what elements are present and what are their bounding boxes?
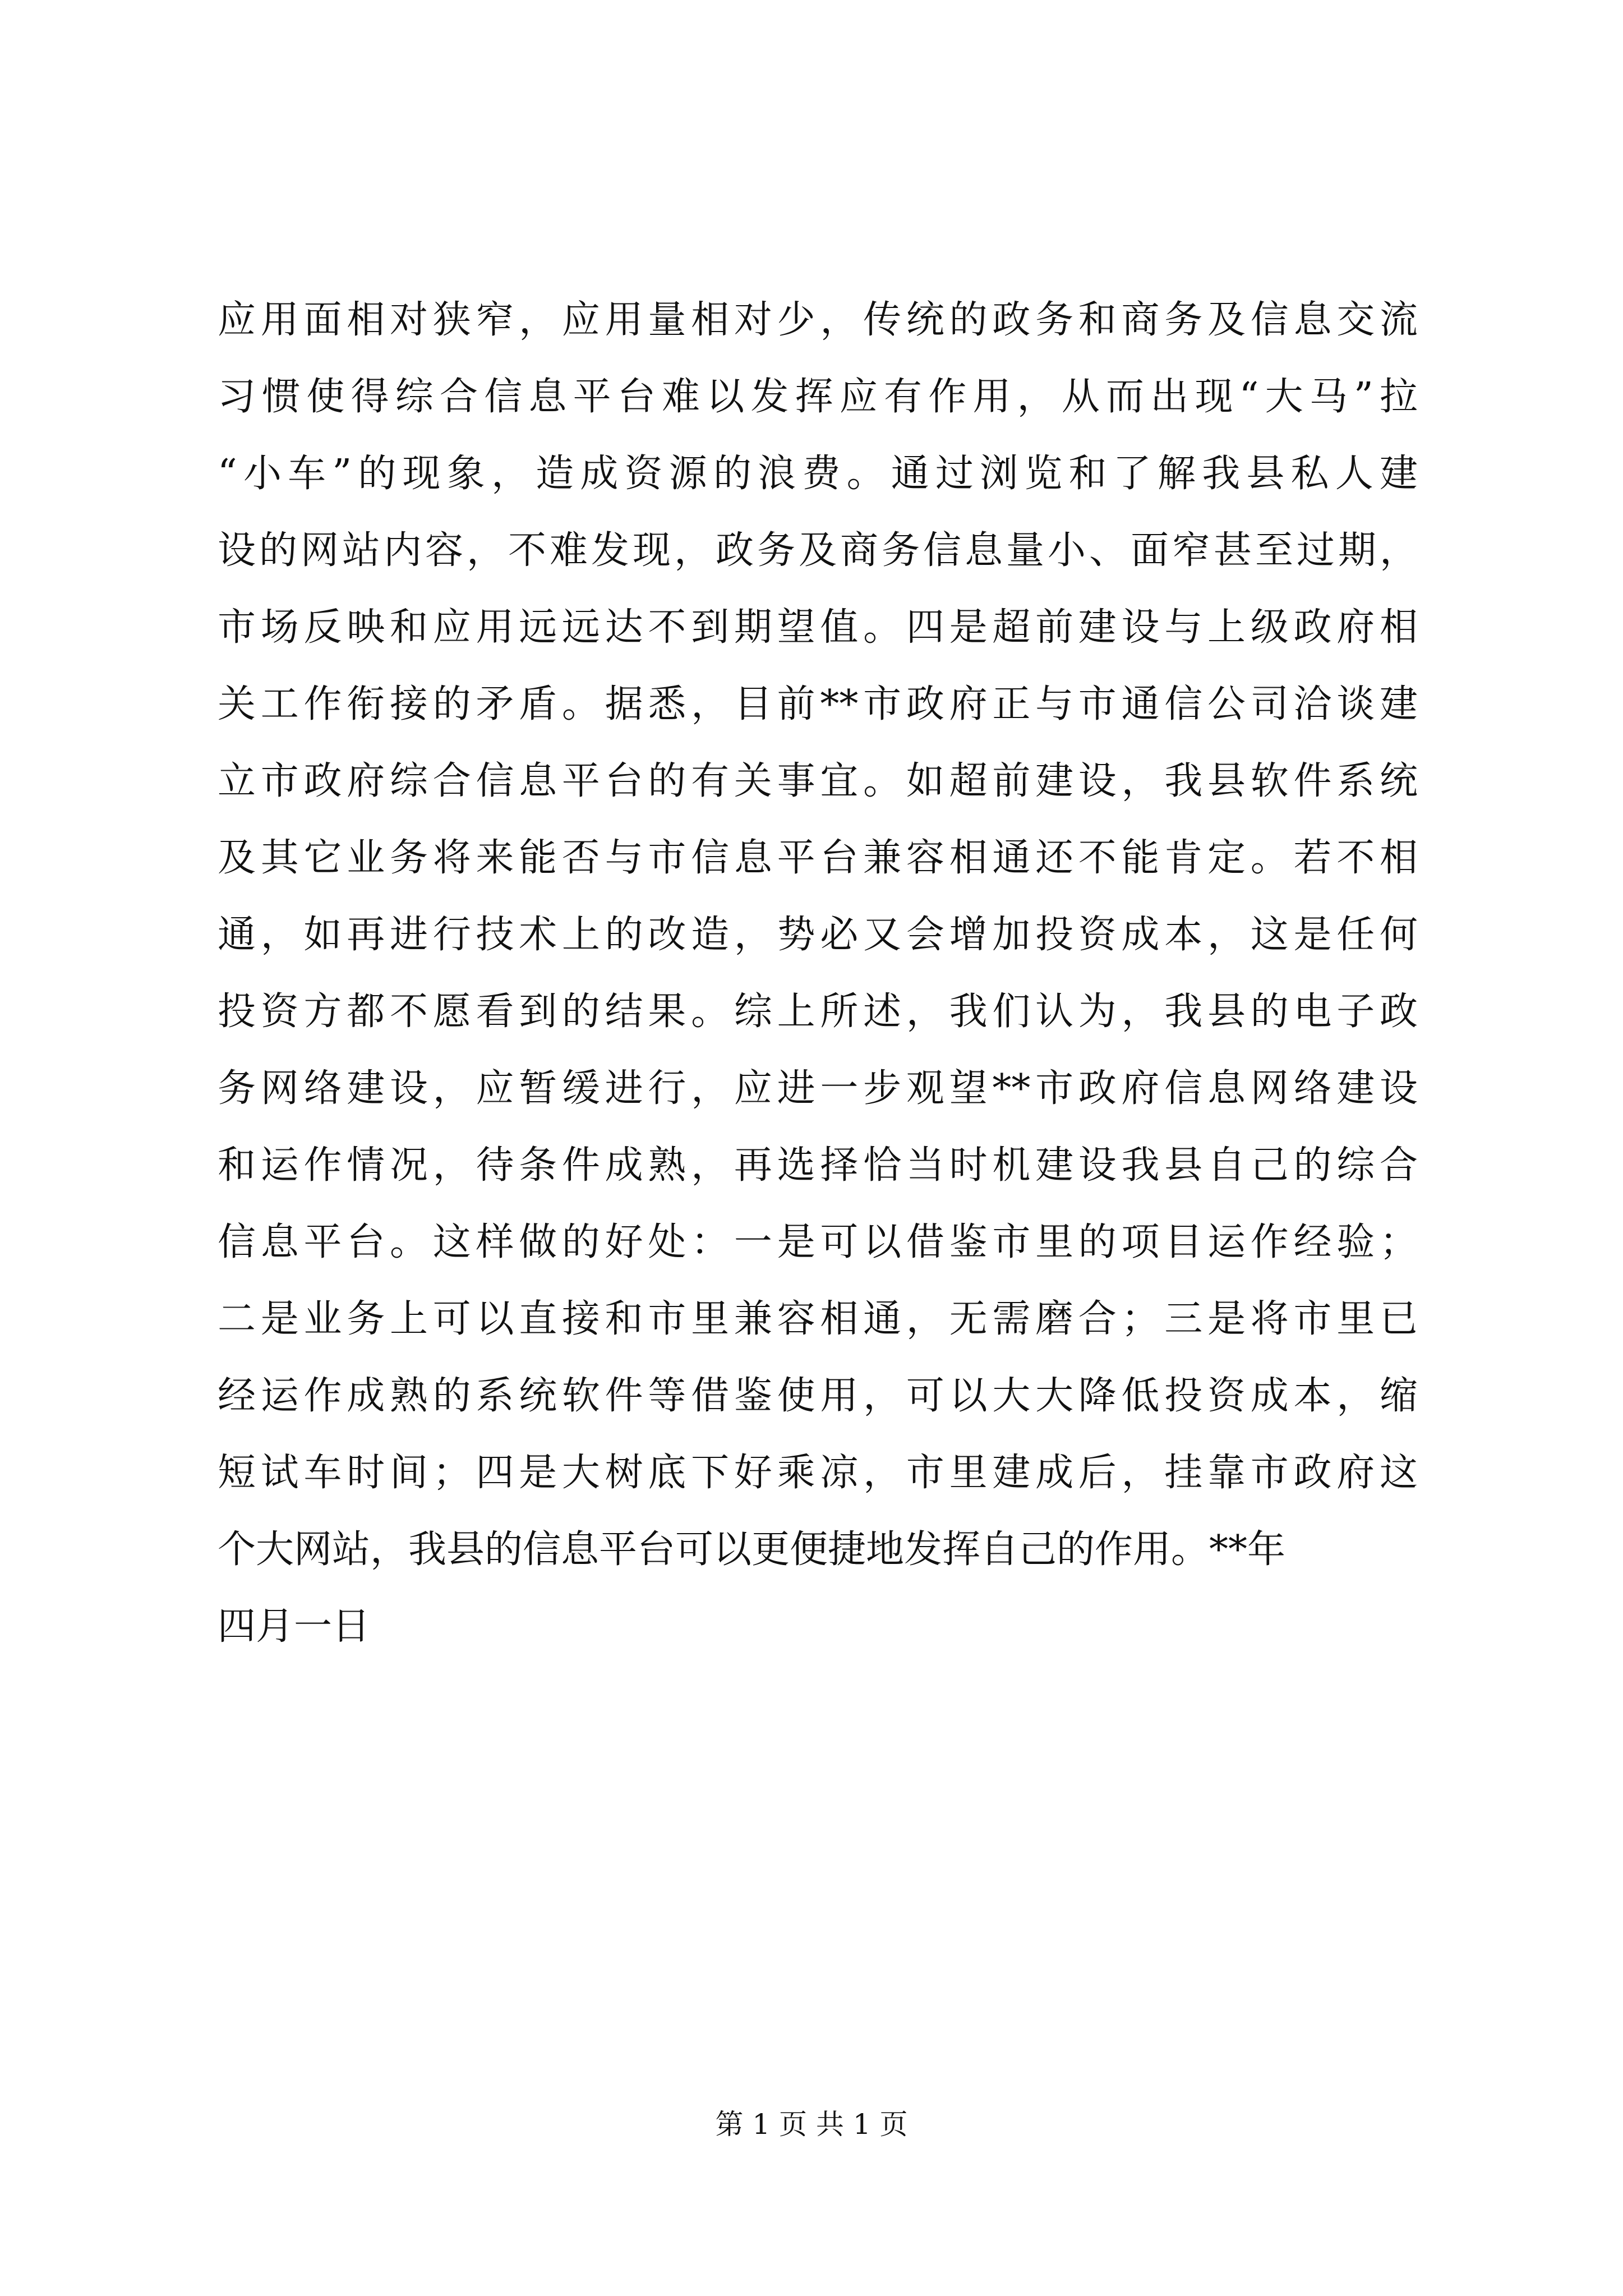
text-line: 市场反映和应用远远达不到期望值。四是超前建设与上级政府相 bbox=[218, 605, 1418, 650]
text-line: 和运作情况，待条件成熟，再选择恰当时机建设我县自己的综合 bbox=[218, 1143, 1418, 1188]
text-line: 习惯使得综合信息平台难以发挥应有作用，从而出现“大马”拉 bbox=[218, 375, 1418, 419]
text-line: 关工作衔接的矛盾。据悉，目前**市政府正与市通信公司洽谈建 bbox=[218, 682, 1418, 726]
text-line: 通，如再进行技术上的改造，势必又会增加投资成本，这是任何 bbox=[218, 913, 1418, 957]
text-line: 及其它业务将来能否与市信息平台兼容相通还不能肯定。若不相 bbox=[218, 836, 1418, 880]
text-line: 信息平台。这样做的好处：一是可以借鉴市里的项目运作经验； bbox=[218, 1220, 1418, 1264]
body-paragraph bbox=[218, 282, 1418, 1665]
text-line: 设的网站内容，不难发现，政务及商务信息量小、面窄甚至过期， bbox=[218, 528, 1418, 573]
date-line: 四月一日 bbox=[218, 1604, 371, 1649]
text-line: 个大网站，我县的信息平台可以更便捷地发挥自己的作用。**年 bbox=[218, 1527, 1286, 1572]
text-line: 立市政府综合信息平台的有关事宜。如超前建设，我县软件系统 bbox=[218, 759, 1418, 803]
text-line: 短试车时间；四是大树底下好乘凉，市里建成后，挂靠市政府这 bbox=[218, 1451, 1418, 1495]
text-line: 经运作成熟的系统软件等借鉴使用，可以大大降低投资成本，缩 bbox=[218, 1374, 1418, 1418]
page-footer: 第 1 页 共 1 页 bbox=[715, 2108, 908, 2141]
text-line: 二是业务上可以直接和市里兼容相通，无需磨合；三是将市里已 bbox=[218, 1297, 1418, 1341]
text-line: 投资方都不愿看到的结果。综上所述，我们认为，我县的电子政 bbox=[218, 990, 1418, 1034]
text-line: 应用面相对狭窄，应用量相对少，传统的政务和商务及信息交流 bbox=[218, 298, 1418, 342]
text-line: 务网络建设，应暂缓进行，应进一步观望**市政府信息网络建设 bbox=[218, 1066, 1418, 1111]
text-line: “小车”的现象，造成资源的浪费。通过浏览和了解我县私人建 bbox=[218, 452, 1418, 496]
